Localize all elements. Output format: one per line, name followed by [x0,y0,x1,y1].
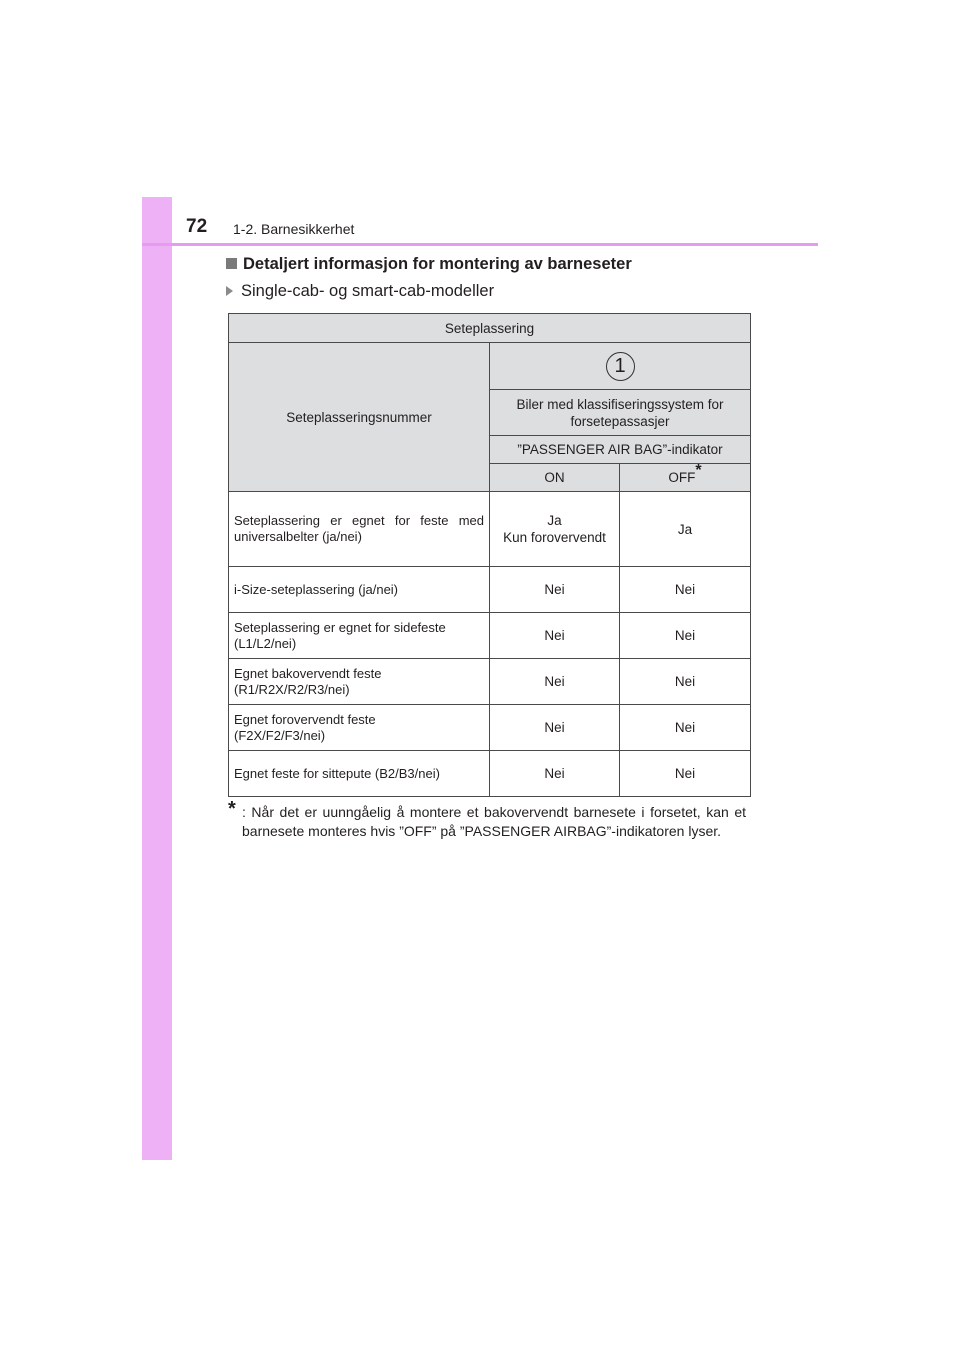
classification-label: Biler med klassifiseringssystem for forsetepassasjer [490,390,751,436]
footnote-asterisk: * [228,798,236,820]
seat-position-table [228,313,751,797]
table-row [229,492,751,567]
table-header-row [229,343,751,390]
row-on-value: Nei [490,613,620,659]
row-off-value: Ja [620,492,751,567]
row-label: Seteplassering er egnet for sidefeste (L1/L2/nei) [229,613,490,659]
col-on-header: ON [490,464,620,492]
row-on-value: Nei [490,751,620,797]
section-heading [226,255,632,274]
row-off-value: Nei [620,705,751,751]
col-off-label: OFF [668,470,696,485]
row-label: i-Size-seteplassering (ja/nei) [229,567,490,613]
row-label: Egnet feste for sittepute (B2/B3/nei) [229,751,490,797]
row-off-value: Nei [620,613,751,659]
table-title: Seteplassering [229,314,751,343]
row-label: Egnet forovervendt feste (F2X/F2/F3/nei) [229,705,490,751]
table-row [229,567,751,613]
row-on-value: Nei [490,567,620,613]
row-label: Egnet bakovervendt feste (R1/R2X/R2/R3/nei) [229,659,490,705]
table-row [229,705,751,751]
indicator-label: ”PASSENGER AIR BAG”-indikator [490,436,751,464]
table-row [229,659,751,705]
row-off-value: Nei [620,659,751,705]
table-title-row [229,314,751,343]
row-label: Seteplassering er egnet for feste med universalbelter (ja/nei) [229,492,490,567]
row-off-value: Nei [620,567,751,613]
row-on-value: Ja Kun forovervendt [490,492,620,567]
subsection-title: Single-cab- og smart-cab-modeller [241,282,495,300]
square-bullet-icon [226,258,237,269]
footnote-marker: * [695,461,702,479]
table-row [229,751,751,797]
header-divider [142,243,818,246]
section-title: Detaljert informasjon for montering av barneseter [243,255,632,273]
row-on-value: Nei [490,705,620,751]
page-number: 72 [186,216,208,237]
footnote-text: : Når det er uunngåelig å montere et bakovervendt barnesete i forsetet, kan et barnesete monteres hvis ”OFF” på ”PASSENGER AIRBAG”-indikatoren lyser. [242,804,746,839]
row-on-value: Nei [490,659,620,705]
seat-number-badge: 1 [606,352,635,381]
side-tab-bar [142,197,172,1160]
row-off-value: Nei [620,751,751,797]
table-row [229,613,751,659]
seat-number-label: Seteplasseringsnummer [229,343,490,492]
seat-number-cell [490,343,751,390]
chapter-title: 1-2. Barnesikkerhet [233,221,355,237]
footnote [228,798,746,841]
triangle-bullet-icon [226,286,233,296]
subsection-heading [226,282,494,301]
col-off-header [620,461,751,492]
